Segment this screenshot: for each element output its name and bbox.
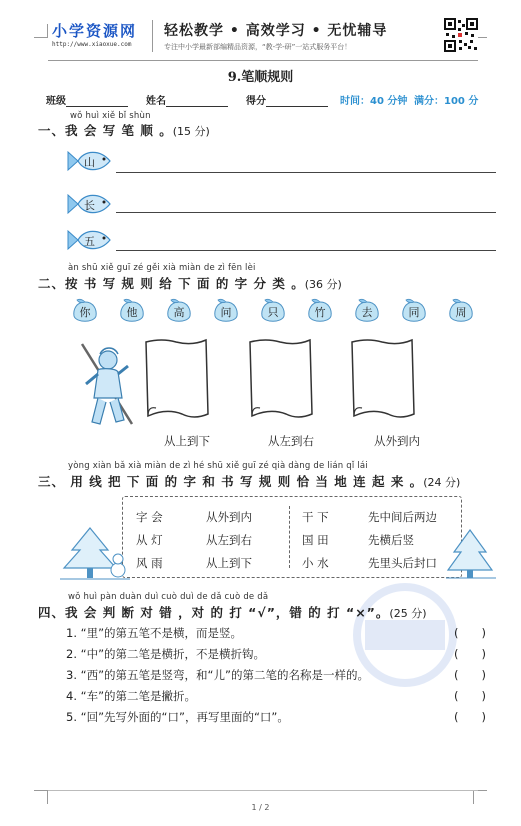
match-rule-right-2[interactable]: 先横后竖 <box>368 533 414 547</box>
fish-char-wu: 五 <box>84 235 95 248</box>
paper-scroll-icon[interactable] <box>348 336 418 422</box>
qr-code-icon[interactable] <box>444 18 478 52</box>
time-limit: 时间：40 分钟 <box>340 96 408 107</box>
brand-logo[interactable]: 小学资源网 <box>52 22 138 40</box>
peach-char[interactable]: 周 <box>455 306 467 319</box>
match-word-right-3[interactable]: 小 水 <box>302 556 329 570</box>
match-rule-right-1[interactable]: 先中间后两边 <box>368 510 437 524</box>
section1-heading <box>38 121 210 139</box>
section3-heading <box>38 472 460 490</box>
page-number: 1 / 2 <box>251 803 270 812</box>
tree-icon <box>446 528 496 580</box>
tree-icon <box>60 526 130 582</box>
brand-url[interactable]: http://www.xiaoxue.com <box>52 41 132 48</box>
peach-char[interactable]: 只 <box>267 306 279 319</box>
category-left-right: 从左到右 <box>268 434 314 448</box>
fish-char-chang: 长 <box>84 199 95 212</box>
page-header <box>48 18 478 58</box>
answer-paren-4[interactable]: ( ) <box>454 689 486 703</box>
name-field[interactable] <box>146 92 228 107</box>
class-label: 班级 <box>46 96 66 107</box>
section4-heading <box>38 603 426 621</box>
score-blank[interactable] <box>266 97 328 107</box>
section4-score: (25 分) <box>389 607 427 620</box>
judge-item-5: 5. “回”先写外面的“口”，再写里面的“口”。 <box>66 710 289 724</box>
match-word-right-2[interactable]: 国 田 <box>302 533 329 547</box>
crop-mark-top-left <box>34 24 48 38</box>
monkey-king-icon <box>78 338 136 430</box>
judge-item-1: 1. “里”的第五笔不是横，而是竖。 <box>66 626 243 640</box>
peach-char[interactable]: 你 <box>79 306 91 319</box>
answer-paren-3[interactable]: ( ) <box>454 668 486 682</box>
answer-paren-2[interactable]: ( ) <box>454 647 486 661</box>
category-outside-inside: 从外到内 <box>374 434 420 448</box>
score-field[interactable] <box>246 92 328 107</box>
score-label: 得分 <box>246 96 266 107</box>
class-field[interactable] <box>46 92 128 107</box>
match-word-left-3[interactable]: 风 雨 <box>136 556 163 570</box>
judge-item-3: 3. “西”的第五笔是竖弯，和“儿”的第二笔的名称是一样的。 <box>66 668 369 682</box>
full-score: 满分：100 分 <box>414 96 479 107</box>
crop-mark-bottom-left <box>34 790 48 804</box>
answer-paren-1[interactable]: ( ) <box>454 626 486 640</box>
section1-pinyin: wǒ huì xiě bǐ shùn <box>70 111 151 121</box>
section2-pinyin: àn shū xiě guī zé gěi xià miàn de zì fēn lèi <box>68 263 256 273</box>
header-divider <box>152 20 153 52</box>
answer-paren-5[interactable]: ( ) <box>454 710 486 724</box>
matching-divider <box>289 506 290 568</box>
peach-char[interactable]: 同 <box>408 306 420 319</box>
section2-heading <box>38 274 342 292</box>
fish-char-shan: 山 <box>84 156 95 169</box>
category-top-bottom: 从上到下 <box>164 434 210 448</box>
writing-line-1[interactable] <box>116 172 496 173</box>
judge-item-2: 2. “中”的第二笔是横折，不是横折钩。 <box>66 647 266 661</box>
name-label: 姓名 <box>146 96 166 107</box>
writing-line-3[interactable] <box>116 250 496 251</box>
class-blank[interactable] <box>66 97 128 107</box>
match-word-right-1[interactable]: 干 下 <box>302 510 329 524</box>
match-rule-left-2[interactable]: 从左到右 <box>206 533 252 547</box>
peach-char[interactable]: 问 <box>220 306 232 319</box>
section4-heading-text: 四、我 会 判 断 对 错 ，对 的 打 “√”，错 的 打 “×”。 <box>38 605 390 620</box>
section3-heading-text: 三、 用 线 把 下 面 的 字 和 书 写 规 则 恰 当 地 连 起 来 。 <box>38 474 424 489</box>
section1-heading-text: 一、我 会 写 笔 顺 。 <box>38 123 173 138</box>
peach-char[interactable]: 高 <box>173 306 185 319</box>
name-blank[interactable] <box>166 97 228 107</box>
judge-item-4: 4. “车”的第二笔是撇折。 <box>66 689 197 703</box>
match-rule-left-1[interactable]: 从外到内 <box>206 510 252 524</box>
match-rule-left-3[interactable]: 从上到下 <box>206 556 252 570</box>
section2-score: (36 分) <box>304 278 342 291</box>
match-word-left-1[interactable]: 字 会 <box>136 510 163 524</box>
header-rule <box>48 60 478 61</box>
header-subslogan: 专注中小学最新部编精品资源，“教-学-研”一站式服务平台！ <box>164 43 352 51</box>
peach-char[interactable]: 他 <box>126 306 138 319</box>
section3-score: (24 分) <box>423 476 461 489</box>
header-slogan: 轻松教学 • 高效学习 • 无忧辅导 <box>164 23 388 39</box>
paper-scroll-icon[interactable] <box>246 336 316 422</box>
paper-scroll-icon[interactable] <box>142 336 212 422</box>
match-word-left-2[interactable]: 从 灯 <box>136 533 163 547</box>
section4-pinyin: wǒ huì pàn duàn duì cuò duì de dǎ cuò de dǎ <box>68 592 269 602</box>
peach-char[interactable]: 去 <box>361 306 373 319</box>
crop-mark-bottom-right <box>473 790 487 804</box>
section1-score: (15 分) <box>172 125 210 138</box>
section2-heading-text: 二、按 书 写 规 则 给 下 面 的 字 分 类 。 <box>38 276 305 291</box>
page-title: 9.笔顺规则 <box>227 70 294 85</box>
section3-pinyin: yòng xiàn bǎ xià miàn de zì hé shū xiě guī zé qià dàng de lián qǐ lái <box>68 461 368 471</box>
footer-rule <box>48 790 478 791</box>
writing-line-2[interactable] <box>116 212 496 213</box>
match-rule-right-3[interactable]: 先里头后封口 <box>368 556 437 570</box>
peach-char[interactable]: 竹 <box>314 306 326 319</box>
